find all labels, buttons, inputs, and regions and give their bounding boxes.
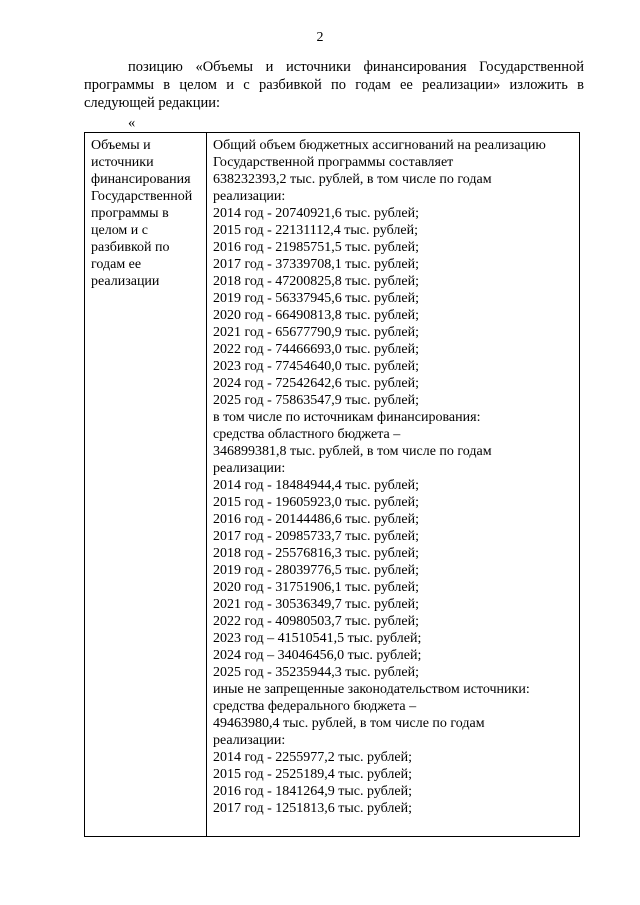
funding-line: Общий объем бюджетных ассигнований на реализацию	[213, 138, 546, 153]
funding-line: 346899381,8 тыс. рублей, в том числе по годам	[213, 444, 492, 459]
page-number: 2	[316, 30, 324, 45]
row-header-cell	[85, 133, 207, 837]
row-header-text: Объемы и источники финансирования Государственной программы в целом и с разбивкой по годам ее реализации	[91, 138, 193, 289]
funding-line: реализации:	[213, 461, 286, 476]
funding-line: реализации:	[213, 733, 286, 748]
funding-line: 638232393,2 тыс. рублей, в том числе по годам	[213, 172, 492, 187]
funding-line: 2016 год - 20144486,6 тыс. рублей;	[213, 512, 420, 527]
funding-line: 2016 год - 1841264,9 тыс. рублей;	[213, 784, 413, 799]
funding-line: 2020 год - 66490813,8 тыс. рублей;	[213, 308, 420, 323]
funding-line: 2022 год - 74466693,0 тыс. рублей;	[213, 342, 420, 357]
funding-line: 2015 год - 2525189,4 тыс. рублей;	[213, 767, 413, 782]
funding-line: реализации:	[213, 189, 286, 204]
funding-line: 2023 год – 41510541,5 тыс. рублей;	[213, 631, 422, 646]
funding-line: Государственной программы составляет	[213, 155, 454, 170]
funding-line: 2015 год - 19605923,0 тыс. рублей;	[213, 495, 420, 510]
funding-line: 2014 год - 18484944,4 тыс. рублей;	[213, 478, 420, 493]
funding-table	[84, 132, 580, 837]
funding-line: 2019 год - 28039776,5 тыс. рублей;	[213, 563, 420, 578]
funding-line: 2018 год - 25576816,3 тыс. рублей;	[213, 546, 420, 561]
funding-line: 2014 год - 20740921,6 тыс. рублей;	[213, 206, 420, 221]
funding-line: 2015 год - 22131112,4 тыс. рублей;	[213, 223, 418, 238]
funding-line: 2019 год - 56337945,6 тыс. рублей;	[213, 291, 420, 306]
funding-line: 2025 год - 35235944,3 тыс. рублей;	[213, 665, 420, 680]
funding-line: 49463980,4 тыс. рублей, в том числе по годам	[213, 716, 485, 731]
funding-line: 2017 год - 1251813,6 тыс. рублей;	[213, 801, 413, 816]
funding-line: 2024 год - 72542642,6 тыс. рублей;	[213, 376, 420, 391]
funding-line: средства областного бюджета –	[213, 427, 401, 442]
funding-line: 2021 год - 30536349,7 тыс. рублей;	[213, 597, 420, 612]
funding-line: 2024 год – 34046456,0 тыс. рублей;	[213, 648, 422, 663]
funding-line: 2017 год - 20985733,7 тыс. рублей;	[213, 529, 420, 544]
funding-line: 2017 год - 37339708,1 тыс. рублей;	[213, 257, 420, 272]
funding-line: 2018 год - 47200825,8 тыс. рублей;	[213, 274, 420, 289]
funding-line: 2025 год - 75863547,9 тыс. рублей;	[213, 393, 420, 408]
funding-details-cell	[207, 133, 580, 837]
funding-line: 2022 год - 40980503,7 тыс. рублей;	[213, 614, 420, 629]
funding-line: 2021 год - 65677790,9 тыс. рублей;	[213, 325, 420, 340]
intro-paragraph: позицию «Объемы и источники финансирования Государственной программы в целом и с разбивкой по годам ее реализации» изложить в следующей редакции:	[84, 59, 584, 111]
funding-line: 2016 год - 21985751,5 тыс. рублей;	[213, 240, 420, 255]
funding-line: 2020 год - 31751906,1 тыс. рублей;	[213, 580, 420, 595]
opening-quote: «	[128, 115, 136, 131]
funding-line: средства федерального бюджета –	[213, 699, 417, 714]
funding-line: в том числе по источникам финансирования:	[213, 410, 481, 425]
funding-line: иные не запрещенные законодательством источники:	[213, 682, 530, 697]
funding-line: 2014 год - 2255977,2 тыс. рублей;	[213, 750, 413, 765]
table-row	[85, 133, 580, 837]
funding-line: 2023 год - 77454640,0 тыс. рублей;	[213, 359, 420, 374]
